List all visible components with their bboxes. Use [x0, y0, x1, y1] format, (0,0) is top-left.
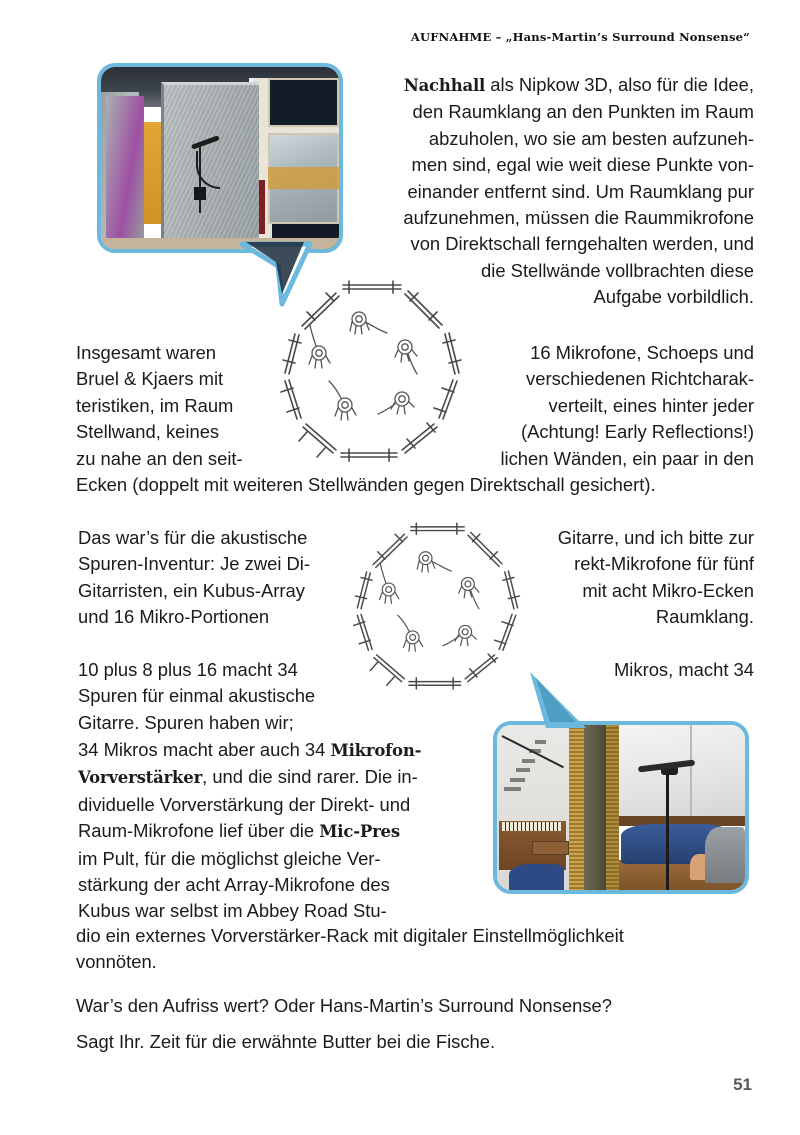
- paragraph-mics-right-line-1: 16 Mikrofone, Schoeps und: [530, 342, 754, 363]
- staircase: [504, 738, 568, 817]
- paragraph-intro-line-2: den Raumklang an den Punkten im Raum: [412, 101, 754, 123]
- paragraph-preamps-line-2-text: , und die sind rarer. Die in-: [202, 766, 418, 788]
- paragraph-closing-statement: [76, 1029, 776, 1055]
- paragraph-preamps-line-7: Kubus war selbst im Abbey Road Stu-: [78, 900, 387, 922]
- decagon-mic-layout-diagram-2: [350, 518, 525, 696]
- photo-content: [101, 67, 339, 249]
- paragraph-mics-right-line-2: verschiedenen Richtcharak-: [526, 368, 754, 390]
- paragraph-count-left-line-3: Gitarre. Spuren haben wir;: [78, 711, 294, 733]
- paragraph-preamps-line-2: [78, 764, 488, 791]
- photo-bottom-bubble-tail: [524, 666, 614, 736]
- emphasis-nachhall: Nachhall: [403, 76, 486, 95]
- paragraph-intro: [330, 72, 754, 311]
- paragraph-inventory-left-line-4: und 16 Mikro-Portionen: [78, 606, 270, 628]
- decagon-mic-layout-diagram-1: [277, 277, 467, 467]
- paragraph-preamps-line-1: [78, 737, 488, 764]
- paragraph-inventory-right-line-4: Raumklang.: [655, 606, 754, 628]
- paragraph-inventory-right: [522, 525, 754, 631]
- paragraph-mics-left-line-4: Stellwand, keines: [76, 421, 220, 443]
- paragraph-preamps-line-6: stärkung der acht Array-Mikrofone des: [78, 874, 390, 896]
- paragraph-intro-line-3: abzuholen, wo sie am besten aufzuneh-: [428, 127, 754, 149]
- paragraph-inventory-left: [78, 525, 338, 631]
- paragraph-inventory-left-line-3: Gitarristen, ein Kubus-Array: [78, 579, 305, 601]
- paragraph-intro-line-4: men sind, egal wie weit diese Punkte von-: [411, 154, 754, 176]
- paragraph-inventory-left-line-2: Spuren-Inventur: Je zwei Di-: [78, 553, 311, 575]
- paragraph-intro-line-1-rest: als Nipkow 3D, also für die Idee,: [490, 74, 754, 95]
- page-number: 51: [733, 1075, 752, 1094]
- paragraph-intro-line-5: einander entfernt sind. Um Raumklang pur: [407, 180, 754, 202]
- emphasis-mic-pres: Mic-Pres: [319, 822, 400, 842]
- paragraph-preamps-line-3: dividuelle Vorverstärkung der Direkt- und: [78, 793, 411, 815]
- photo-content: [497, 725, 745, 890]
- paragraph-mics-right-line-4: (Achtung! Early Reflections!): [520, 421, 754, 443]
- paragraph-intro-line-9: Aufgabe vorbildlich.: [593, 286, 754, 308]
- paragraph-preamps: [78, 737, 488, 925]
- paragraph-count-right-line-1: Mikros, macht 34: [613, 659, 754, 680]
- paragraph-count-left: [78, 657, 358, 736]
- paragraph-mics-fullwidth-text: Ecken (doppelt mit weiteren Stellwänden gegen Direktschall gesichert).: [76, 474, 656, 495]
- paragraph-inventory-left-line-1: Das war’s für die akustische: [78, 527, 308, 548]
- paragraph-intro-line-1: [330, 72, 754, 99]
- studio-room-microphone-photo: [493, 721, 749, 894]
- paragraph-mics-left: [76, 340, 276, 472]
- paragraph-closing-statement-text: Sagt Ihr. Zeit für die erwähnte Butter bei die Fische.: [76, 1031, 496, 1052]
- paragraph-mics-right: [466, 340, 754, 472]
- running-head: AUFNAHME – „Hans-Martin’s Surround Nonsense“: [410, 30, 750, 44]
- paragraph-preamps-tail: [76, 923, 776, 976]
- emphasis-mikrofon: Mikrofon-: [330, 741, 422, 760]
- paragraph-preamps-line-5: im Pult, für die möglichst gleiche Ver-: [78, 847, 381, 869]
- paragraph-preamps-line-8: dio ein externes Vorverstärker-Rack mit digitaler Einstellmöglichkeit: [76, 925, 624, 946]
- paragraph-mics-left-line-3: teristiken, im Raum: [76, 394, 234, 416]
- paragraph-intro-line-8: die Stellwände vollbrachten diese: [481, 259, 754, 281]
- paragraph-mics-left-line-2: Bruel & Kjaers mit: [76, 368, 224, 390]
- paragraph-preamps-line-9: vonnöten.: [76, 951, 157, 973]
- emphasis-vorverstaerker: Vorverstärker: [78, 768, 203, 788]
- paragraph-mics-left-line-5: zu nahe an den seit-: [76, 447, 243, 469]
- paragraph-closing-question-text: War’s den Aufriss wert? Oder Hans-Martin’s Surround Nonsense?: [76, 995, 612, 1016]
- paragraph-preamps-line-4: [78, 818, 488, 845]
- paragraph-intro-line-6: aufzunehmen, müssen die Raummikrofone: [403, 207, 754, 229]
- paragraph-mics-right-line-3: verteilt, eines hinter jeder: [548, 394, 754, 416]
- paragraph-count-left-line-2: Spuren für einmal akustische: [78, 685, 316, 707]
- paragraph-mics-fullwidth-line: [76, 472, 766, 498]
- paragraph-preamps-line-4-text: Raum-Mikrofone lief über die: [78, 820, 320, 842]
- paragraph-inventory-right-line-2: rekt-Mikrofone für fünf: [574, 553, 754, 575]
- paragraph-closing-question: [76, 993, 776, 1019]
- paragraph-mics-left-line-1: Insgesamt waren: [76, 342, 217, 363]
- studio-acoustic-screens-photo: [97, 63, 343, 253]
- paragraph-mics-right-line-5: lichen Wänden, ein paar in den: [500, 447, 754, 469]
- paragraph-preamps-line-1-text: 34 Mikros macht aber auch 34: [78, 739, 331, 760]
- paragraph-count-left-line-1: 10 plus 8 plus 16 macht 34: [78, 659, 298, 680]
- paragraph-inventory-right-line-3: mit acht Mikro-Ecken: [582, 579, 754, 601]
- paragraph-inventory-right-line-1: Gitarre, und ich bitte zur: [557, 527, 754, 548]
- paragraph-intro-line-7: von Direktschall ferngehalten werden, und: [410, 233, 754, 255]
